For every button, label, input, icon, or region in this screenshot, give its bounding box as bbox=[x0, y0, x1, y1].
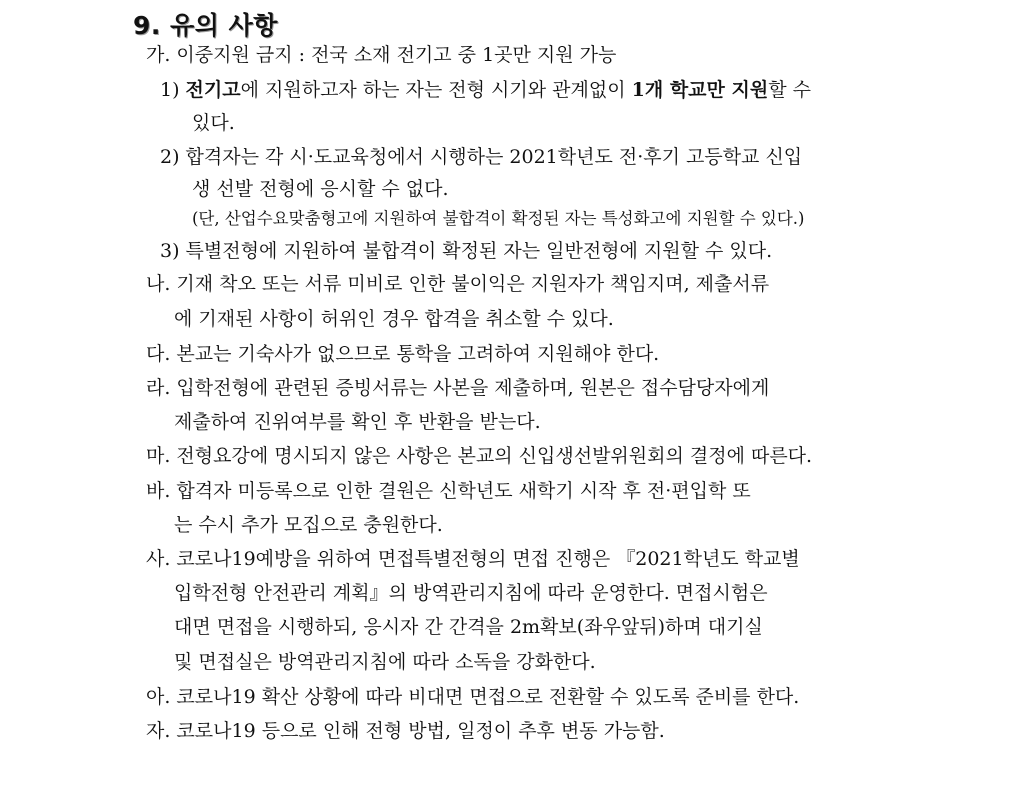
item-a: 아. 코로나19 확산 상황에 따라 비대면 면접으로 전환할 수 있도록 준비를 한다. bbox=[146, 686, 800, 708]
item-sa-line1: 사. 코로나19예방을 위하여 면접특별전형의 면접 진행은 『2021학년도 학교별 bbox=[146, 548, 800, 570]
item-ga-2-note: (단, 산업수요맞춤형고에 지원하여 불합격이 확정된 자는 특성화고에 지원할 수 있다.) bbox=[192, 209, 805, 228]
item-ga-2-line2: 생 선발 전형에 응시할 수 없다. bbox=[192, 178, 449, 200]
item-ga-1-bold-1: 전기고 bbox=[185, 79, 241, 101]
item-ga-2-line1: 2) 합격자는 각 시·도교육청에서 시행하는 2021학년도 전·후기 고등학교 신입 bbox=[160, 146, 803, 168]
item-sa-line2: 입학전형 안전관리 계획』의 방역관리지침에 따라 운영한다. 면접시험은 bbox=[174, 582, 768, 604]
item-ra-line1: 라. 입학전형에 관련된 증빙서류는 사본을 제출하며, 원본은 접수담당자에게 bbox=[146, 377, 770, 399]
item-ba-line1: 바. 합격자 미등록으로 인한 결원은 신학년도 새학기 시작 후 전·편입학 또 bbox=[146, 480, 751, 502]
item-sa-line4: 및 면접실은 방역관리지침에 따라 소독을 강화한다. bbox=[174, 651, 596, 673]
item-ba-line2: 는 수시 추가 모집으로 충원한다. bbox=[174, 514, 443, 536]
item-ma: 마. 전형요강에 명시되지 않은 사항은 본교의 신입생선발위원회의 결정에 따른다. bbox=[146, 445, 813, 467]
item-na-line1: 나. 기재 착오 또는 서류 미비로 인한 불이익은 지원자가 책임지며, 제출서류 bbox=[146, 273, 770, 295]
item-da: 다. 본교는 기숙사가 없으므로 통학을 고려하여 지원해야 한다. bbox=[146, 343, 660, 365]
item-ga: 가. 이중지원 금지 : 전국 소재 전기고 중 1곳만 지원 가능 bbox=[146, 44, 617, 66]
section-title: 9. 유의 사항 bbox=[133, 11, 278, 40]
item-ra-line2: 제출하여 진위여부를 확인 후 반환을 받는다. bbox=[174, 411, 541, 433]
item-ga-3: 3) 특별전형에 지원하여 불합격이 확정된 자는 일반전형에 지원할 수 있다. bbox=[160, 240, 773, 262]
item-ga-1-text-2: 할 수 bbox=[768, 79, 811, 101]
item-sa-line3: 대면 면접을 시행하되, 응시자 간 간격을 2m확보(좌우앞뒤)하며 대기실 bbox=[174, 616, 763, 638]
item-ga-1-prefix: 1) bbox=[160, 79, 186, 101]
item-na-line2: 에 기재된 사항이 허위인 경우 합격을 취소할 수 있다. bbox=[174, 308, 614, 330]
item-ga-1 bbox=[160, 77, 885, 105]
item-ja: 자. 코로나19 등으로 인해 전형 방법, 일정이 추후 변동 가능함. bbox=[146, 720, 665, 742]
item-ga-1-cont: 있다. bbox=[192, 112, 235, 134]
item-ga-1-text-1: 에 지원하고자 하는 자는 전형 시기와 관계없이 bbox=[240, 79, 632, 101]
item-ga-1-bold-2: 1개 학교만 지원 bbox=[631, 79, 769, 101]
